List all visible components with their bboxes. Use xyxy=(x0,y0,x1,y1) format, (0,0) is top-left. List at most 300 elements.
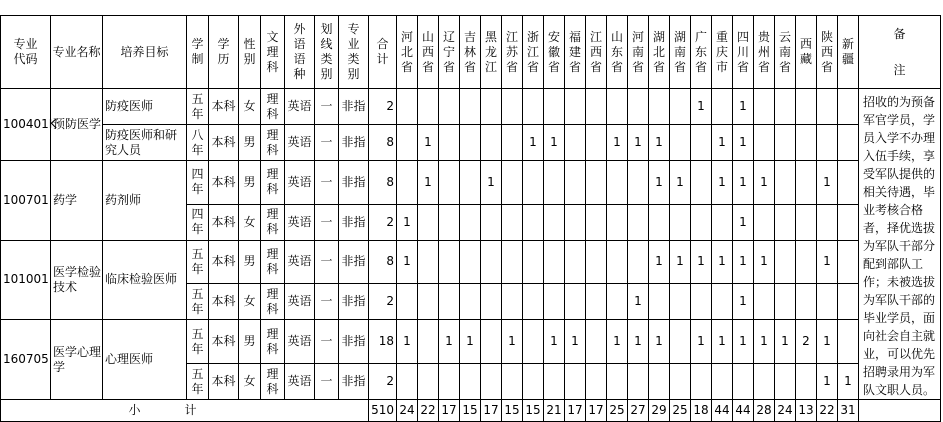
subtotal-count: 15 xyxy=(460,400,481,422)
cell-province-count: 1 xyxy=(460,320,481,364)
header-province: 四川省 xyxy=(733,16,754,89)
subtotal-count: 44 xyxy=(733,400,754,422)
cell-total: 8 xyxy=(369,240,397,284)
cell-province-count xyxy=(586,284,607,320)
cell-duration xyxy=(187,161,209,205)
cell-subject-text: 理科 xyxy=(266,91,279,121)
cell-province-count xyxy=(754,125,775,161)
cell-province-count xyxy=(838,240,859,284)
cell-province-count xyxy=(565,161,586,205)
cell-duration xyxy=(187,364,209,400)
cell-province-count xyxy=(565,89,586,125)
cell-province-count xyxy=(607,204,628,240)
cell-education: 本科 xyxy=(209,240,239,284)
cell-province-count xyxy=(565,284,586,320)
header-province: 山西省 xyxy=(418,16,439,89)
subtotal-count: 21 xyxy=(544,400,565,422)
cell-duration-text: 四年 xyxy=(191,167,204,197)
cell-province-count xyxy=(838,89,859,125)
cell-province-count xyxy=(481,240,502,284)
subtotal-count: 17 xyxy=(481,400,502,422)
cell-province-count: 1 xyxy=(628,320,649,364)
cell-province-count: 1 xyxy=(544,125,565,161)
cell-province-count xyxy=(775,364,796,400)
cell-province-count xyxy=(817,125,838,161)
cell-duration-text: 五年 xyxy=(191,91,204,121)
cell-province-count: 1 xyxy=(754,161,775,205)
cell-province-count xyxy=(439,284,460,320)
cell-duration xyxy=(187,204,209,240)
subtotal-count: 29 xyxy=(649,400,670,422)
cell-target: 临床检验医师 xyxy=(103,240,187,320)
cell-province-count xyxy=(502,161,523,205)
cell-duration-text: 五年 xyxy=(191,246,204,276)
cell-province-count xyxy=(439,364,460,400)
cell-major-type: 非指 xyxy=(339,320,369,364)
cell-subject-text: 理科 xyxy=(266,167,279,197)
header-province: 湖南省 xyxy=(670,16,691,89)
cell-duration-text: 五年 xyxy=(191,286,204,316)
subtotal-row xyxy=(1,400,941,422)
cell-name: 医学检验技术 xyxy=(51,240,103,320)
cell-province-count xyxy=(796,161,817,205)
cell-name: 预防医学 xyxy=(51,89,103,161)
cell-education: 本科 xyxy=(209,364,239,400)
cell-province-count xyxy=(838,204,859,240)
header-province: 吉林省 xyxy=(460,16,481,89)
cell-province-count xyxy=(565,364,586,400)
cell-province-count xyxy=(628,89,649,125)
cell-province-count xyxy=(607,161,628,205)
cell-gender: 女 xyxy=(239,204,261,240)
subtotal-count: 18 xyxy=(691,400,712,422)
cell-province-count xyxy=(523,320,544,364)
cell-province-count xyxy=(460,284,481,320)
cell-province-count xyxy=(670,284,691,320)
header-province: 黑龙江 xyxy=(481,16,502,89)
cell-province-count: 1 xyxy=(502,320,523,364)
cell-province-count xyxy=(397,284,418,320)
cell-gender: 女 xyxy=(239,89,261,125)
cell-subject xyxy=(261,364,285,400)
cell-gender: 男 xyxy=(239,320,261,364)
cell-province-count: 1 xyxy=(817,364,838,400)
cell-province-count xyxy=(586,240,607,284)
cell-province-count: 1 xyxy=(439,320,460,364)
cell-major-type: 非指 xyxy=(339,89,369,125)
subtotal-count: 13 xyxy=(796,400,817,422)
cell-province-count: 1 xyxy=(733,161,754,205)
cell-province-count xyxy=(775,204,796,240)
cell-subject xyxy=(261,89,285,125)
cell-province-count: 1 xyxy=(775,320,796,364)
cell-province-count: 1 xyxy=(607,320,628,364)
subtotal-count: 44 xyxy=(712,400,733,422)
subtotal-count: 15 xyxy=(523,400,544,422)
header-code: 专业代码 xyxy=(1,16,51,89)
cell-province-count xyxy=(733,364,754,400)
cell-subject xyxy=(261,240,285,284)
enrollment-table xyxy=(0,15,941,422)
cell-province-count xyxy=(754,364,775,400)
subtotal-count: 25 xyxy=(670,400,691,422)
cell-line-type: 一 xyxy=(315,125,339,161)
header-province: 浙江省 xyxy=(523,16,544,89)
cell-province-count xyxy=(586,125,607,161)
cell-subject-text: 理科 xyxy=(266,326,279,356)
cell-province-count: 1 xyxy=(733,125,754,161)
cell-total: 2 xyxy=(369,204,397,240)
cell-province-count xyxy=(796,364,817,400)
cell-province-count xyxy=(565,204,586,240)
cell-line-type: 一 xyxy=(315,204,339,240)
cell-province-count: 1 xyxy=(649,125,670,161)
cell-province-count xyxy=(628,204,649,240)
cell-subject-text: 理科 xyxy=(266,207,279,237)
cell-education: 本科 xyxy=(209,320,239,364)
cell-province-count xyxy=(481,89,502,125)
cell-province-count xyxy=(628,161,649,205)
header-major-type: 专业类别 xyxy=(339,16,369,89)
cell-province-count xyxy=(565,125,586,161)
cell-province-count xyxy=(838,284,859,320)
cell-province-count xyxy=(481,284,502,320)
table-row xyxy=(1,240,941,284)
cell-province-count xyxy=(481,125,502,161)
cell-province-count xyxy=(649,284,670,320)
cell-province-count: 1 xyxy=(397,204,418,240)
cell-duration-text: 五年 xyxy=(191,366,204,396)
cell-province-count xyxy=(439,161,460,205)
cell-gender: 女 xyxy=(239,364,261,400)
cell-province-count: 1 xyxy=(565,320,586,364)
cell-province-count xyxy=(502,89,523,125)
cell-province-count xyxy=(649,204,670,240)
cell-subject-text: 理科 xyxy=(266,246,279,276)
cell-province-count xyxy=(607,240,628,284)
cell-language: 英语 xyxy=(285,364,315,400)
cell-province-count xyxy=(397,125,418,161)
cell-province-count xyxy=(817,204,838,240)
cell-province-count xyxy=(502,240,523,284)
subtotal-count: 24 xyxy=(397,400,418,422)
cell-line-type: 一 xyxy=(315,89,339,125)
header-province: 新疆 xyxy=(838,16,859,89)
cell-duration xyxy=(187,89,209,125)
cell-duration xyxy=(187,284,209,320)
header-province: 江苏省 xyxy=(502,16,523,89)
cell-province-count xyxy=(523,161,544,205)
header-province: 河北省 xyxy=(397,16,418,89)
cell-province-count: 1 xyxy=(691,89,712,125)
header-province: 安徽省 xyxy=(544,16,565,89)
cell-subject-text: 理科 xyxy=(266,366,279,396)
cell-major-type: 非指 xyxy=(339,240,369,284)
cell-province-count xyxy=(670,364,691,400)
subtotal-total: 510 xyxy=(369,400,397,422)
subtotal-count: 17 xyxy=(565,400,586,422)
cell-province-count: 1 xyxy=(628,284,649,320)
cell-province-count: 1 xyxy=(607,125,628,161)
cell-target: 药剂师 xyxy=(103,161,187,241)
cell-province-count xyxy=(418,89,439,125)
header-province: 江西省 xyxy=(586,16,607,89)
cell-province-count xyxy=(691,204,712,240)
cell-subject xyxy=(261,125,285,161)
cell-province-count: 1 xyxy=(649,320,670,364)
cell-target: 防疫医师和研究人员 xyxy=(103,125,187,161)
header-name: 专业名称 xyxy=(51,16,103,89)
cell-province-count: 1 xyxy=(670,240,691,284)
cell-province-count xyxy=(460,161,481,205)
header-gender: 性别 xyxy=(239,16,261,89)
cell-province-count xyxy=(586,364,607,400)
cell-province-count: 1 xyxy=(817,320,838,364)
header-province: 辽宁省 xyxy=(439,16,460,89)
subtotal-remark-blank xyxy=(859,400,941,422)
cell-province-count xyxy=(796,125,817,161)
cell-province-count xyxy=(628,364,649,400)
cell-code: 100701 xyxy=(1,161,51,241)
table-row xyxy=(1,320,941,364)
cell-province-count: 2 xyxy=(796,320,817,364)
header-duration: 学制 xyxy=(187,16,209,89)
cell-province-count xyxy=(502,364,523,400)
cell-province-count: 1 xyxy=(649,161,670,205)
cell-province-count: 1 xyxy=(712,320,733,364)
cell-province-count xyxy=(523,364,544,400)
cell-province-count: 1 xyxy=(670,161,691,205)
header-province: 西藏 xyxy=(796,16,817,89)
table-row xyxy=(1,89,941,125)
cell-province-count xyxy=(607,284,628,320)
cell-province-count: 1 xyxy=(418,125,439,161)
cell-target: 防疫医师 xyxy=(103,89,187,125)
cell-gender: 男 xyxy=(239,125,261,161)
cell-province-count xyxy=(775,240,796,284)
cell-province-count xyxy=(544,240,565,284)
header-education: 学历 xyxy=(209,16,239,89)
header-province: 云南省 xyxy=(775,16,796,89)
cell-province-count xyxy=(397,364,418,400)
cell-total: 2 xyxy=(369,284,397,320)
cell-province-count xyxy=(796,204,817,240)
cell-province-count xyxy=(544,204,565,240)
header-province: 贵州省 xyxy=(754,16,775,89)
cell-language: 英语 xyxy=(285,320,315,364)
cell-province-count xyxy=(691,161,712,205)
cell-province-count xyxy=(649,364,670,400)
cell-duration xyxy=(187,125,209,161)
cell-province-count: 1 xyxy=(754,240,775,284)
header-line-type: 划线类别 xyxy=(315,16,339,89)
cell-province-count xyxy=(775,89,796,125)
cell-line-type: 一 xyxy=(315,240,339,284)
cell-province-count xyxy=(691,125,712,161)
cell-province-count: 1 xyxy=(649,240,670,284)
cell-province-count xyxy=(565,240,586,284)
cell-province-count xyxy=(418,204,439,240)
cell-major-type: 非指 xyxy=(339,204,369,240)
cell-province-count: 1 xyxy=(733,89,754,125)
cell-province-count xyxy=(523,89,544,125)
cell-education: 本科 xyxy=(209,204,239,240)
cell-total: 2 xyxy=(369,364,397,400)
cell-province-count xyxy=(481,364,502,400)
cell-province-count xyxy=(796,240,817,284)
cell-province-count xyxy=(691,364,712,400)
cell-province-count xyxy=(544,161,565,205)
cell-province-count xyxy=(712,284,733,320)
cell-province-count xyxy=(502,284,523,320)
cell-province-count xyxy=(670,125,691,161)
table-row xyxy=(1,125,941,161)
cell-province-count xyxy=(397,89,418,125)
cell-province-count xyxy=(712,204,733,240)
cell-province-count xyxy=(523,204,544,240)
cell-province-count xyxy=(838,125,859,161)
cell-province-count: 1 xyxy=(712,240,733,284)
cell-province-count xyxy=(418,240,439,284)
cell-province-count xyxy=(460,89,481,125)
cell-province-count xyxy=(460,240,481,284)
cell-code: 160705 xyxy=(1,320,51,400)
cell-province-count xyxy=(712,89,733,125)
cell-province-count xyxy=(502,125,523,161)
subtotal-count: 27 xyxy=(628,400,649,422)
cell-province-count: 1 xyxy=(544,320,565,364)
cell-province-count xyxy=(775,125,796,161)
cell-province-count xyxy=(586,89,607,125)
cell-province-count xyxy=(817,284,838,320)
cell-line-type: 一 xyxy=(315,320,339,364)
cell-subject xyxy=(261,284,285,320)
cell-major-type: 非指 xyxy=(339,161,369,205)
cell-province-count: 1 xyxy=(691,240,712,284)
cell-province-count xyxy=(586,204,607,240)
cell-province-count: 1 xyxy=(712,161,733,205)
cell-subject xyxy=(261,161,285,205)
cell-education: 本科 xyxy=(209,125,239,161)
cell-province-count xyxy=(481,204,502,240)
cell-province-count xyxy=(439,204,460,240)
subtotal-count: 25 xyxy=(607,400,628,422)
cell-province-count xyxy=(544,89,565,125)
cell-subject xyxy=(261,204,285,240)
cell-duration xyxy=(187,320,209,364)
cell-subject xyxy=(261,320,285,364)
cell-education: 本科 xyxy=(209,161,239,205)
cell-subject-text: 理科 xyxy=(266,286,279,316)
cell-major-type: 非指 xyxy=(339,284,369,320)
cell-duration-text: 五年 xyxy=(191,326,204,356)
header-subject: 文理科 xyxy=(261,16,285,89)
cell-code: 100401K xyxy=(1,89,51,161)
cell-province-count: 1 xyxy=(733,320,754,364)
subtotal-count: 17 xyxy=(439,400,460,422)
cell-province-count xyxy=(418,364,439,400)
cell-province-count xyxy=(817,89,838,125)
cell-province-count xyxy=(670,320,691,364)
cell-province-count xyxy=(775,284,796,320)
cell-province-count xyxy=(838,161,859,205)
cell-province-count xyxy=(544,364,565,400)
cell-name: 医学心理学 xyxy=(51,320,103,400)
subtotal-label: 小计 xyxy=(1,400,369,422)
header-province: 福建省 xyxy=(565,16,586,89)
cell-province-count xyxy=(796,284,817,320)
header-language: 外语语种 xyxy=(285,16,315,89)
subtotal-count: 17 xyxy=(586,400,607,422)
subtotal-count: 22 xyxy=(418,400,439,422)
header-province: 湖北省 xyxy=(649,16,670,89)
cell-province-count xyxy=(796,89,817,125)
subtotal-count: 24 xyxy=(775,400,796,422)
cell-province-count xyxy=(439,240,460,284)
cell-province-count: 1 xyxy=(754,320,775,364)
cell-line-type: 一 xyxy=(315,161,339,205)
cell-gender: 女 xyxy=(239,284,261,320)
header-province: 河南省 xyxy=(628,16,649,89)
cell-language: 英语 xyxy=(285,161,315,205)
cell-province-count: 1 xyxy=(817,161,838,205)
cell-language: 英语 xyxy=(285,125,315,161)
cell-province-count xyxy=(754,204,775,240)
cell-duration-text: 八年 xyxy=(191,127,204,157)
cell-language: 英语 xyxy=(285,284,315,320)
cell-province-count xyxy=(691,284,712,320)
cell-province-count xyxy=(838,320,859,364)
cell-province-count: 1 xyxy=(397,320,418,364)
table-body xyxy=(1,89,941,400)
cell-province-count: 1 xyxy=(733,204,754,240)
cell-province-count: 1 xyxy=(733,284,754,320)
cell-subject-text: 理科 xyxy=(266,127,279,157)
cell-province-count: 1 xyxy=(691,320,712,364)
cell-province-count xyxy=(775,161,796,205)
subtotal-count: 22 xyxy=(817,400,838,422)
cell-province-count xyxy=(397,161,418,205)
subtotal-count: 15 xyxy=(502,400,523,422)
cell-target: 心理医师 xyxy=(103,320,187,400)
header-province: 山东省 xyxy=(607,16,628,89)
cell-language: 英语 xyxy=(285,89,315,125)
cell-province-count xyxy=(502,204,523,240)
cell-province-count xyxy=(481,320,502,364)
cell-province-count: 1 xyxy=(481,161,502,205)
cell-line-type: 一 xyxy=(315,364,339,400)
cell-education: 本科 xyxy=(209,284,239,320)
cell-province-count: 1 xyxy=(817,240,838,284)
subtotal-count: 31 xyxy=(838,400,859,422)
cell-total: 8 xyxy=(369,161,397,205)
cell-province-count xyxy=(523,240,544,284)
table-row xyxy=(1,161,941,205)
cell-province-count xyxy=(523,284,544,320)
remark-text: 招收的为预备军官学员，学员入学不办理入伍手续，享受军队提供的相关待遇，毕业考核合格者，择优选拔为军队干部分配到部队工作；未被选拔为军队干部的毕业学员，面向社会自主就业，可以优先招聘录用为军队文职人员。 xyxy=(859,89,941,400)
cell-province-count: 1 xyxy=(733,240,754,284)
cell-province-count: 1 xyxy=(523,125,544,161)
cell-province-count xyxy=(607,364,628,400)
cell-province-count xyxy=(439,125,460,161)
cell-duration-text: 四年 xyxy=(191,207,204,237)
cell-province-count xyxy=(670,89,691,125)
cell-province-count: 1 xyxy=(418,161,439,205)
cell-province-count xyxy=(670,204,691,240)
cell-province-count xyxy=(607,89,628,125)
cell-duration xyxy=(187,240,209,284)
header-total: 合计 xyxy=(369,16,397,89)
